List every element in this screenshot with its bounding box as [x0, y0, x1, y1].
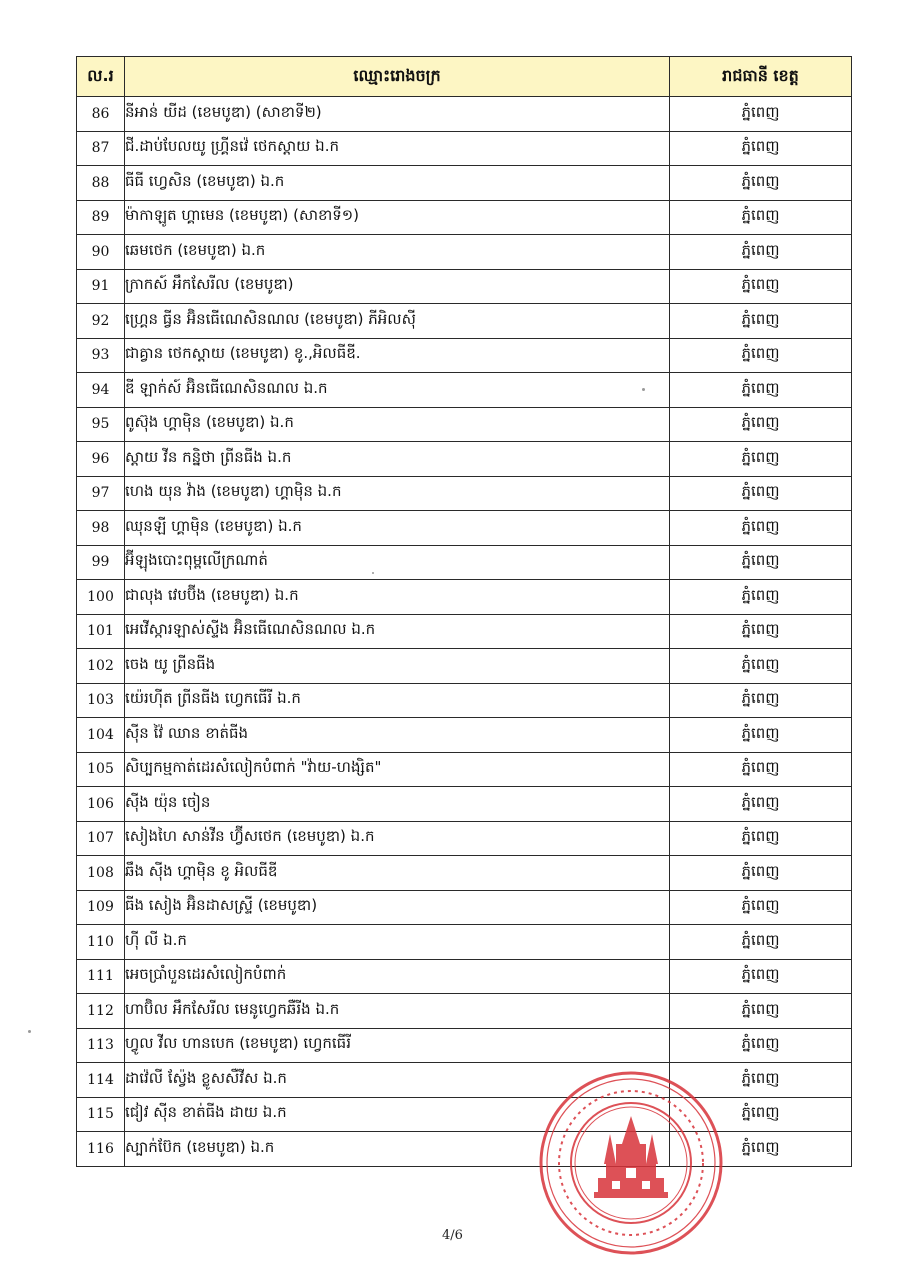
factory-table — [76, 56, 852, 1167]
factory-name-cell: ហេង យុន វ៉ាង (ខេមបូឌា) ហ្គាម៉ិន ឯ.ក — [125, 476, 670, 511]
province-cell: ភ្នំពេញ — [670, 269, 852, 304]
header-row — [77, 57, 852, 97]
table-row — [77, 994, 852, 1029]
province-cell: ភ្នំពេញ — [670, 959, 852, 994]
province-cell: ភ្នំពេញ — [670, 925, 852, 960]
row-number-cell: 101 — [77, 614, 125, 649]
province-cell: ភ្នំពេញ — [670, 821, 852, 856]
province-cell: ភ្នំពេញ — [670, 856, 852, 891]
table-row — [77, 304, 852, 339]
factory-name-cell: អេចប្រាំបួនដេរសំលៀកបំពាក់ — [125, 959, 670, 994]
table-row — [77, 890, 852, 925]
row-number-cell: 107 — [77, 821, 125, 856]
province-cell: ភ្នំពេញ — [670, 511, 852, 546]
factory-name-cell: ស៊ីន វ៉ៃ ឈាន ខាត់ធីង — [125, 718, 670, 753]
factory-name-cell: ឆឹង ស៊ីង ហ្គាម៉ិន ខូ អិលធីឌី — [125, 856, 670, 891]
row-number-cell: 96 — [77, 442, 125, 477]
factory-name-cell: ឆេមថេក (ខេមបូឌា) ឯ.ក — [125, 235, 670, 270]
paper-speck — [28, 1030, 31, 1033]
table-row — [77, 131, 852, 166]
paper-speck — [642, 388, 645, 391]
factory-name-cell: អ៊ីឡុងបោះពុម្ពលើក្រណាត់ — [125, 545, 670, 580]
row-number-cell: 89 — [77, 200, 125, 235]
province-cell: ភ្នំពេញ — [670, 166, 852, 201]
province-cell: ភ្នំពេញ — [670, 545, 852, 580]
province-cell: ភ្នំពេញ — [670, 1028, 852, 1063]
table-row — [77, 683, 852, 718]
province-cell: ភ្នំពេញ — [670, 649, 852, 684]
table-row — [77, 1097, 852, 1132]
table-row — [77, 1132, 852, 1167]
row-number-cell: 114 — [77, 1063, 125, 1098]
row-number-cell: 97 — [77, 476, 125, 511]
factory-name-cell: ម៉ាកាឡូត ហ្គាមេន (ខេមបូឌា) (សាខាទី១) — [125, 200, 670, 235]
table-row — [77, 821, 852, 856]
factory-name-cell: ដាវ៉េលី ស្វ៉ែង ខ្លូសសឺវីស ឯ.ក — [125, 1063, 670, 1098]
factory-name-cell: អេវើស្ការឡាស់ស្ទីង អ៊ិនធើណេសិនណល ឯ.ក — [125, 614, 670, 649]
factory-name-cell: ធីង សៀង អ៊ិនដាសស្ទ្រី (ខេមបូឌា) — [125, 890, 670, 925]
table-row — [77, 166, 852, 201]
factory-name-cell: ពូស៊ុង ហ្គាម៉ិន (ខេមបូឌា) ឯ.ក — [125, 407, 670, 442]
table-row — [77, 787, 852, 822]
row-number-cell: 105 — [77, 752, 125, 787]
factory-name-cell: ស៊ីង យ៉ុន ចៀន — [125, 787, 670, 822]
row-number-cell: 99 — [77, 545, 125, 580]
row-number-cell: 109 — [77, 890, 125, 925]
province-cell: ភ្នំពេញ — [670, 580, 852, 615]
row-number-cell: 95 — [77, 407, 125, 442]
province-cell: ភ្នំពេញ — [670, 373, 852, 408]
table-row — [77, 338, 852, 373]
table-row — [77, 97, 852, 132]
factory-name-cell: ក្រាកស៍ អឹកសែរីល (ខេមបូឌា) — [125, 269, 670, 304]
row-number-cell: 91 — [77, 269, 125, 304]
row-number-cell: 102 — [77, 649, 125, 684]
row-number-cell: 98 — [77, 511, 125, 546]
province-cell: ភ្នំពេញ — [670, 787, 852, 822]
table-row — [77, 1028, 852, 1063]
column-header-number: ល.រ — [77, 57, 125, 97]
province-cell: ភ្នំពេញ — [670, 683, 852, 718]
column-header-factory-name: ឈ្មោះរោងចក្រ — [125, 57, 670, 97]
table-row — [77, 959, 852, 994]
factory-name-cell: សិប្បកម្មកាត់ដេរសំលៀកបំពាក់ "វ៉ាយ-ហង្សិត" — [125, 752, 670, 787]
row-number-cell: 110 — [77, 925, 125, 960]
table-row — [77, 200, 852, 235]
province-cell: ភ្នំពេញ — [670, 890, 852, 925]
province-cell: ភ្នំពេញ — [670, 752, 852, 787]
table-row — [77, 545, 852, 580]
factory-name-cell: ស្បាក់ប៊ែក (ខេមបូឌា) ឯ.ក — [125, 1132, 670, 1167]
row-number-cell: 94 — [77, 373, 125, 408]
row-number-cell: 92 — [77, 304, 125, 339]
province-cell: ភ្នំពេញ — [670, 718, 852, 753]
factory-name-cell: ជៀវ ស៊ីន ខាត់ធីង ដាយ ឯ.ក — [125, 1097, 670, 1132]
row-number-cell: 111 — [77, 959, 125, 994]
row-number-cell: 112 — [77, 994, 125, 1029]
row-number-cell: 100 — [77, 580, 125, 615]
table-row — [77, 373, 852, 408]
province-cell: ភ្នំពេញ — [670, 614, 852, 649]
province-cell: ភ្នំពេញ — [670, 97, 852, 132]
table-body — [77, 97, 852, 1167]
row-number-cell: 106 — [77, 787, 125, 822]
province-cell: ភ្នំពេញ — [670, 235, 852, 270]
factory-name-cell: ហាប៊ិល អឹកសែរីល មេនូហ្វេកឆឺរីង ឯ.ក — [125, 994, 670, 1029]
province-cell: ភ្នំពេញ — [670, 338, 852, 373]
row-number-cell: 104 — [77, 718, 125, 753]
table-row — [77, 614, 852, 649]
table-row — [77, 269, 852, 304]
row-number-cell: 115 — [77, 1097, 125, 1132]
province-cell: ភ្នំពេញ — [670, 476, 852, 511]
table-row — [77, 752, 852, 787]
row-number-cell: 103 — [77, 683, 125, 718]
row-number-cell: 93 — [77, 338, 125, 373]
row-number-cell: 88 — [77, 166, 125, 201]
factory-name-cell: ជាលុង វេបប៊ីង (ខេមបូឌា) ឯ.ក — [125, 580, 670, 615]
factory-name-cell: ហ៊ី លី ឯ.ក — [125, 925, 670, 960]
factory-name-cell: នីអាន់ យីដ (ខេមបូឌា) (សាខាទី២) — [125, 97, 670, 132]
row-number-cell: 108 — [77, 856, 125, 891]
table-row — [77, 925, 852, 960]
province-cell: ភ្នំពេញ — [670, 131, 852, 166]
page-number: 4/6 — [442, 1228, 463, 1243]
table-row — [77, 476, 852, 511]
table-row — [77, 235, 852, 270]
table-row — [77, 511, 852, 546]
table-row — [77, 718, 852, 753]
table-row — [77, 442, 852, 477]
row-number-cell: 86 — [77, 97, 125, 132]
province-cell: ភ្នំពេញ — [670, 1097, 852, 1132]
province-cell: ភ្នំពេញ — [670, 442, 852, 477]
table-row — [77, 856, 852, 891]
factory-name-cell: ហ្វូល វីល ហានបេក (ខេមបូឌា) ហ្វេកធើរី — [125, 1028, 670, 1063]
factory-name-cell: ហ្គ្រេន ធ្វីន អ៊ិនធើណេសិនណល (ខេមបូឌា) ភីអិលស៊ី — [125, 304, 670, 339]
table-row — [77, 580, 852, 615]
province-cell: ភ្នំពេញ — [670, 1063, 852, 1098]
factory-name-cell: ឌី ឡាក់ស៍ អ៊ិនធើណេសិនណល ឯ.ក — [125, 373, 670, 408]
factory-name-cell: ជាគ្វាន ថេកស្តាយ (ខេមបូឌា) ខូ.,អិលធីឌី. — [125, 338, 670, 373]
factory-name-cell: សៀងហៃ សាន់វីន ហ្វ៊ីសថេក (ខេមបូឌា) ឯ.ក — [125, 821, 670, 856]
table-row — [77, 407, 852, 442]
table-row — [77, 649, 852, 684]
table-row — [77, 1063, 852, 1098]
row-number-cell: 116 — [77, 1132, 125, 1167]
row-number-cell: 87 — [77, 131, 125, 166]
factory-name-cell: ចេង យូ ព្រីនធីង — [125, 649, 670, 684]
province-cell: ភ្នំពេញ — [670, 407, 852, 442]
province-cell: ភ្នំពេញ — [670, 1132, 852, 1167]
factory-name-cell: ជី.ដាប់បែលយូ ហ្គ្រីនវ៉េ ថេកស្តាយ ឯ.ក — [125, 131, 670, 166]
factory-name-cell: ឈុនឡី ហ្គាម៉ិន (ខេមបូឌា) ឯ.ក — [125, 511, 670, 546]
factory-name-cell: ធីធី ហ្វេសិន (ខេមបូឌា) ឯ.ក — [125, 166, 670, 201]
province-cell: ភ្នំពេញ — [670, 994, 852, 1029]
column-header-province: រាជធានី ខេត្ត — [670, 57, 852, 97]
factory-name-cell: ស្តាយ វីន កន្និថា ព្រីនធីង ឯ.ក — [125, 442, 670, 477]
paper-speck — [372, 572, 374, 574]
table-header — [77, 57, 852, 97]
province-cell: ភ្នំពេញ — [670, 200, 852, 235]
province-cell: ភ្នំពេញ — [670, 304, 852, 339]
row-number-cell: 90 — [77, 235, 125, 270]
row-number-cell: 113 — [77, 1028, 125, 1063]
factory-name-cell: យ៉េរហ៊ីត ព្រីនធីង ហ្វេកធើរី ឯ.ក — [125, 683, 670, 718]
